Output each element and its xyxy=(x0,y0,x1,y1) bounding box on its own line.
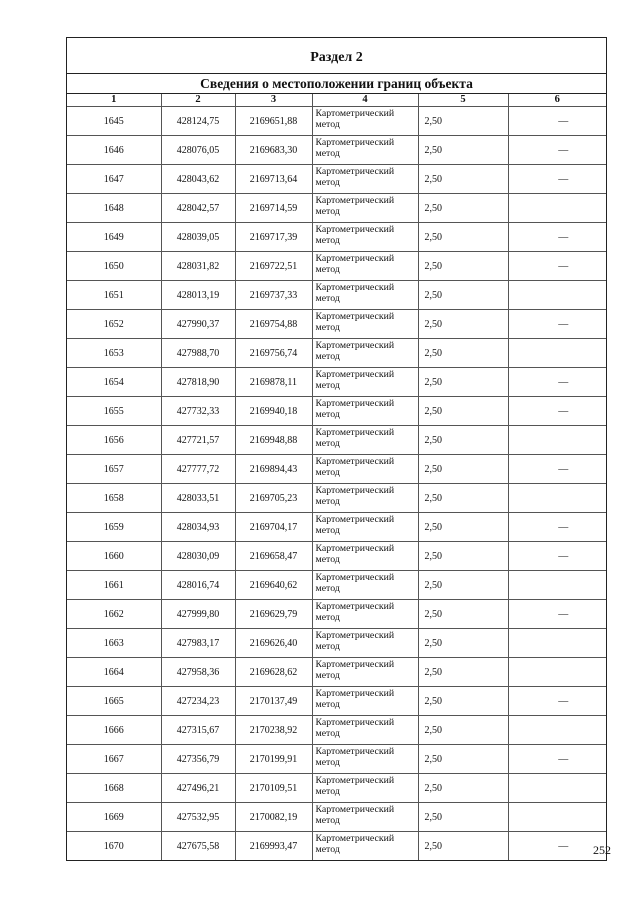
boundary-table xyxy=(67,94,606,860)
point-number-cell: 1648 xyxy=(67,194,161,223)
table-row xyxy=(67,426,606,455)
point-number-cell: 1655 xyxy=(67,397,161,426)
note-cell: — xyxy=(508,745,606,774)
point-number-cell: 1663 xyxy=(67,629,161,658)
table-row xyxy=(67,571,606,600)
precision-cell: 2,50 xyxy=(418,281,508,310)
note-cell: — xyxy=(508,832,606,861)
x-coordinate-cell: 427777,72 xyxy=(161,455,235,484)
x-coordinate-cell: 427958,36 xyxy=(161,658,235,687)
x-coordinate-cell: 427356,79 xyxy=(161,745,235,774)
precision-cell: 2,50 xyxy=(418,803,508,832)
method-cell: Картометрический метод xyxy=(312,658,418,687)
x-coordinate-cell: 427988,70 xyxy=(161,339,235,368)
section-subtitle: Сведения о местоположении границ объекта xyxy=(67,74,606,94)
column-header: 5 xyxy=(418,94,508,107)
precision-cell: 2,50 xyxy=(418,716,508,745)
point-number-cell: 1668 xyxy=(67,774,161,803)
method-cell: Картометрический метод xyxy=(312,136,418,165)
point-number-cell: 1664 xyxy=(67,658,161,687)
note-cell xyxy=(508,629,606,658)
y-coordinate-cell: 2169754,88 xyxy=(235,310,312,339)
precision-cell: 2,50 xyxy=(418,165,508,194)
note-cell: — xyxy=(508,310,606,339)
point-number-cell: 1654 xyxy=(67,368,161,397)
y-coordinate-cell: 2169948,88 xyxy=(235,426,312,455)
column-header: 1 xyxy=(67,94,161,107)
y-coordinate-cell: 2169704,17 xyxy=(235,513,312,542)
precision-cell: 2,50 xyxy=(418,252,508,281)
table-row xyxy=(67,542,606,571)
note-cell xyxy=(508,774,606,803)
y-coordinate-cell: 2170137,49 xyxy=(235,687,312,716)
y-coordinate-cell: 2169683,30 xyxy=(235,136,312,165)
precision-cell: 2,50 xyxy=(418,455,508,484)
note-cell: — xyxy=(508,368,606,397)
x-coordinate-cell: 428076,05 xyxy=(161,136,235,165)
method-cell: Картометрический метод xyxy=(312,310,418,339)
table-row xyxy=(67,832,606,861)
y-coordinate-cell: 2169993,47 xyxy=(235,832,312,861)
note-cell: — xyxy=(508,542,606,571)
table-row xyxy=(67,107,606,136)
table-row xyxy=(67,484,606,513)
method-cell: Картометрический метод xyxy=(312,513,418,542)
y-coordinate-cell: 2169651,88 xyxy=(235,107,312,136)
y-coordinate-cell: 2170109,51 xyxy=(235,774,312,803)
method-cell: Картометрический метод xyxy=(312,803,418,832)
section-frame xyxy=(66,37,607,861)
x-coordinate-cell: 427721,57 xyxy=(161,426,235,455)
x-coordinate-cell: 428031,82 xyxy=(161,252,235,281)
table-row xyxy=(67,600,606,629)
x-coordinate-cell: 428030,09 xyxy=(161,542,235,571)
note-cell xyxy=(508,571,606,600)
x-coordinate-cell: 427315,67 xyxy=(161,716,235,745)
table-row xyxy=(67,658,606,687)
table-row xyxy=(67,368,606,397)
method-cell: Картометрический метод xyxy=(312,368,418,397)
precision-cell: 2,50 xyxy=(418,368,508,397)
precision-cell: 2,50 xyxy=(418,484,508,513)
x-coordinate-cell: 427675,58 xyxy=(161,832,235,861)
point-number-cell: 1667 xyxy=(67,745,161,774)
x-coordinate-cell: 428039,05 xyxy=(161,223,235,252)
point-number-cell: 1651 xyxy=(67,281,161,310)
table-row xyxy=(67,310,606,339)
x-coordinate-cell: 427496,21 xyxy=(161,774,235,803)
point-number-cell: 1649 xyxy=(67,223,161,252)
note-cell: — xyxy=(508,107,606,136)
point-number-cell: 1665 xyxy=(67,687,161,716)
y-coordinate-cell: 2170238,92 xyxy=(235,716,312,745)
y-coordinate-cell: 2169878,11 xyxy=(235,368,312,397)
x-coordinate-cell: 427732,33 xyxy=(161,397,235,426)
table-row xyxy=(67,629,606,658)
table-row xyxy=(67,136,606,165)
precision-cell: 2,50 xyxy=(418,426,508,455)
y-coordinate-cell: 2169713,64 xyxy=(235,165,312,194)
method-cell: Картометрический метод xyxy=(312,397,418,426)
x-coordinate-cell: 427818,90 xyxy=(161,368,235,397)
note-cell xyxy=(508,803,606,832)
note-cell: — xyxy=(508,600,606,629)
y-coordinate-cell: 2169940,18 xyxy=(235,397,312,426)
point-number-cell: 1670 xyxy=(67,832,161,861)
column-header: 4 xyxy=(312,94,418,107)
section-title: Раздел 2 xyxy=(67,38,606,74)
method-cell: Картометрический метод xyxy=(312,774,418,803)
x-coordinate-cell: 428042,57 xyxy=(161,194,235,223)
table-row xyxy=(67,455,606,484)
note-cell xyxy=(508,658,606,687)
y-coordinate-cell: 2169705,23 xyxy=(235,484,312,513)
note-cell: — xyxy=(508,136,606,165)
point-number-cell: 1656 xyxy=(67,426,161,455)
method-cell: Картометрический метод xyxy=(312,745,418,774)
column-header: 2 xyxy=(161,94,235,107)
precision-cell: 2,50 xyxy=(418,658,508,687)
method-cell: Картометрический метод xyxy=(312,832,418,861)
x-coordinate-cell: 427990,37 xyxy=(161,310,235,339)
page-number: 252 xyxy=(593,843,611,857)
precision-cell: 2,50 xyxy=(418,774,508,803)
point-number-cell: 1645 xyxy=(67,107,161,136)
precision-cell: 2,50 xyxy=(418,571,508,600)
note-cell: — xyxy=(508,455,606,484)
y-coordinate-cell: 2170199,91 xyxy=(235,745,312,774)
precision-cell: 2,50 xyxy=(418,397,508,426)
precision-cell: 2,50 xyxy=(418,107,508,136)
point-number-cell: 1662 xyxy=(67,600,161,629)
precision-cell: 2,50 xyxy=(418,745,508,774)
y-coordinate-cell: 2169658,47 xyxy=(235,542,312,571)
point-number-cell: 1659 xyxy=(67,513,161,542)
note-cell xyxy=(508,484,606,513)
point-number-cell: 1650 xyxy=(67,252,161,281)
method-cell: Картометрический метод xyxy=(312,542,418,571)
note-cell: — xyxy=(508,223,606,252)
table-row xyxy=(67,745,606,774)
precision-cell: 2,50 xyxy=(418,194,508,223)
x-coordinate-cell: 427999,80 xyxy=(161,600,235,629)
method-cell: Картометрический метод xyxy=(312,716,418,745)
table-row xyxy=(67,397,606,426)
table-header-row xyxy=(67,94,606,107)
point-number-cell: 1658 xyxy=(67,484,161,513)
precision-cell: 2,50 xyxy=(418,600,508,629)
point-number-cell: 1657 xyxy=(67,455,161,484)
y-coordinate-cell: 2169722,51 xyxy=(235,252,312,281)
note-cell: — xyxy=(508,165,606,194)
note-cell xyxy=(508,281,606,310)
table-row xyxy=(67,774,606,803)
method-cell: Картометрический метод xyxy=(312,600,418,629)
point-number-cell: 1646 xyxy=(67,136,161,165)
table-row xyxy=(67,339,606,368)
point-number-cell: 1652 xyxy=(67,310,161,339)
point-number-cell: 1666 xyxy=(67,716,161,745)
y-coordinate-cell: 2169756,74 xyxy=(235,339,312,368)
method-cell: Картометрический метод xyxy=(312,107,418,136)
x-coordinate-cell: 427532,95 xyxy=(161,803,235,832)
precision-cell: 2,50 xyxy=(418,310,508,339)
y-coordinate-cell: 2169737,33 xyxy=(235,281,312,310)
point-number-cell: 1669 xyxy=(67,803,161,832)
table-row xyxy=(67,716,606,745)
precision-cell: 2,50 xyxy=(418,136,508,165)
note-cell xyxy=(508,716,606,745)
note-cell: — xyxy=(508,513,606,542)
x-coordinate-cell: 427983,17 xyxy=(161,629,235,658)
y-coordinate-cell: 2169628,62 xyxy=(235,658,312,687)
note-cell xyxy=(508,194,606,223)
precision-cell: 2,50 xyxy=(418,629,508,658)
note-cell: — xyxy=(508,397,606,426)
table-row xyxy=(67,165,606,194)
x-coordinate-cell: 428124,75 xyxy=(161,107,235,136)
y-coordinate-cell: 2169717,39 xyxy=(235,223,312,252)
column-header: 6 xyxy=(508,94,606,107)
method-cell: Картометрический метод xyxy=(312,339,418,368)
method-cell: Картометрический метод xyxy=(312,252,418,281)
table-row xyxy=(67,803,606,832)
precision-cell: 2,50 xyxy=(418,542,508,571)
note-cell xyxy=(508,426,606,455)
y-coordinate-cell: 2169640,62 xyxy=(235,571,312,600)
method-cell: Картометрический метод xyxy=(312,281,418,310)
x-coordinate-cell: 428043,62 xyxy=(161,165,235,194)
precision-cell: 2,50 xyxy=(418,687,508,716)
precision-cell: 2,50 xyxy=(418,223,508,252)
method-cell: Картометрический метод xyxy=(312,223,418,252)
point-number-cell: 1647 xyxy=(67,165,161,194)
x-coordinate-cell: 428016,74 xyxy=(161,571,235,600)
note-cell: — xyxy=(508,252,606,281)
table-row xyxy=(67,687,606,716)
y-coordinate-cell: 2169626,40 xyxy=(235,629,312,658)
note-cell xyxy=(508,339,606,368)
precision-cell: 2,50 xyxy=(418,513,508,542)
y-coordinate-cell: 2170082,19 xyxy=(235,803,312,832)
table-row xyxy=(67,281,606,310)
point-number-cell: 1653 xyxy=(67,339,161,368)
method-cell: Картометрический метод xyxy=(312,426,418,455)
x-coordinate-cell: 427234,23 xyxy=(161,687,235,716)
y-coordinate-cell: 2169714,59 xyxy=(235,194,312,223)
method-cell: Картометрический метод xyxy=(312,571,418,600)
x-coordinate-cell: 428033,51 xyxy=(161,484,235,513)
note-cell: — xyxy=(508,687,606,716)
method-cell: Картометрический метод xyxy=(312,165,418,194)
y-coordinate-cell: 2169629,79 xyxy=(235,600,312,629)
column-header: 3 xyxy=(235,94,312,107)
x-coordinate-cell: 428034,93 xyxy=(161,513,235,542)
table-row xyxy=(67,223,606,252)
point-number-cell: 1660 xyxy=(67,542,161,571)
x-coordinate-cell: 428013,19 xyxy=(161,281,235,310)
table-row xyxy=(67,252,606,281)
table-row xyxy=(67,513,606,542)
method-cell: Картометрический метод xyxy=(312,687,418,716)
point-number-cell: 1661 xyxy=(67,571,161,600)
method-cell: Картометрический метод xyxy=(312,194,418,223)
precision-cell: 2,50 xyxy=(418,339,508,368)
method-cell: Картометрический метод xyxy=(312,629,418,658)
precision-cell: 2,50 xyxy=(418,832,508,861)
method-cell: Картометрический метод xyxy=(312,484,418,513)
method-cell: Картометрический метод xyxy=(312,455,418,484)
y-coordinate-cell: 2169894,43 xyxy=(235,455,312,484)
table-row xyxy=(67,194,606,223)
